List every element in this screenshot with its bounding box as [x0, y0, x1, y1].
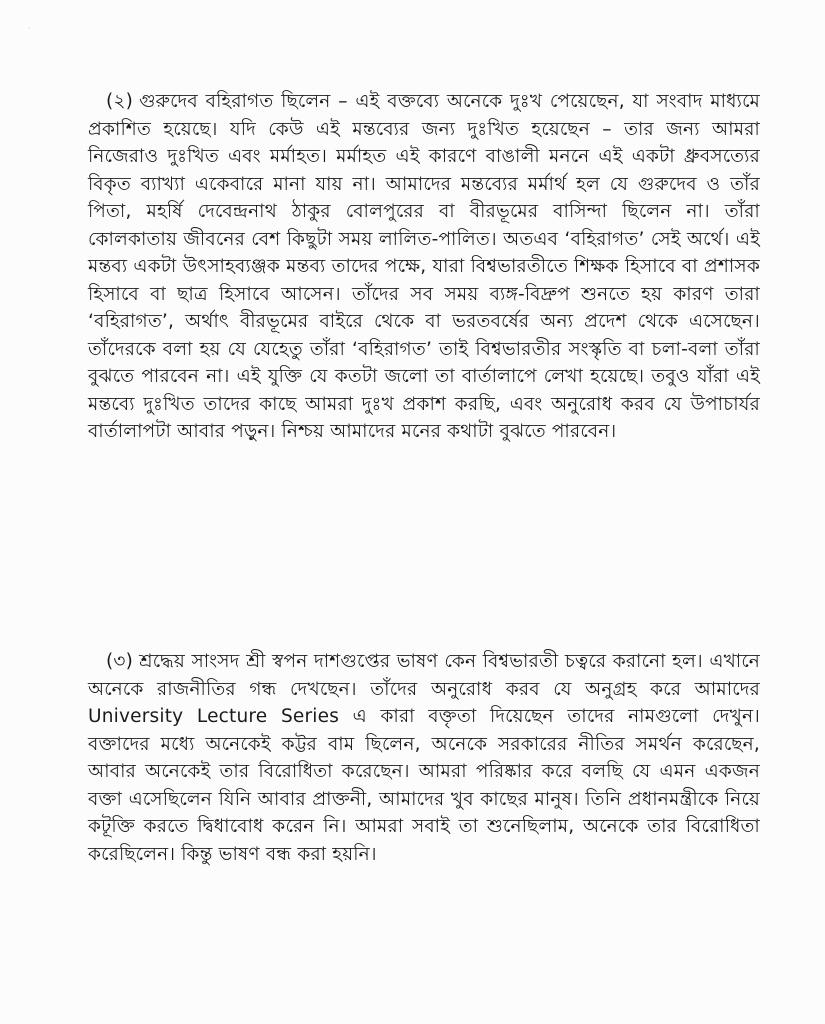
paragraph-text: গুরুদেব বহিরাগত ছিলেন – এই বক্তব্যে অনেকে দুঃখ পেয়েছেন, যা সংবাদ মাধ্যমে প্রকাশিত হয়েছে। যদি কেউ এই মন্তব্যের জন্য দুঃখিত হয়েছেন – তার জন্য আমরা নিজেরাও দুঃখিত এবং মর্মাহত। মর্মাহত এই কারণে বাঙালী মননে এই একটা ধ্রুবসত্যের বিকৃত ব্যাখ্যা একেবারে মানা যায় না। আমাদের মন্তব্যের মর্মার্থ হল যে গুরুদেব ও তাঁর পিতা, মহর্ষি দেবেন্দ্রনাথ ঠাকুর বোলপুরের বা বীরভূমের বাসিন্দা ছিলেন না। তাঁরা কোলকাতায় জীবনের বেশ কিছুটা সময় লালিত-পালিত। অতএব ‘বহিরাগত’ সেই অর্থে। এই মন্তব্য একটা উৎসাহব্যঞ্জক মন্তব্য তাদের পক্ষে, যারা বিশ্বভারতীতে শিক্ষক হিসাবে বা প্রশাসক হিসাবে বা ছাত্র হিসাবে আসেন। তাঁদের সব সময় ব্যঙ্গ-বিদ্রুপ শুনতে হয় কারণ তারা ‘বহিরাগত’, অর্থাৎ বীরভূমের বাইরে থেকে বা ভরতবর্ষের অন্য প্রদেশ থেকে এসেছেন। তাঁদেরকে বলা হয় যে যেহেতু তাঁরা ‘বহিরাগত’ তাই বিশ্বভারতীর সংস্কৃতি বা চলা-বলা তাঁরা বুঝতে পারবেন না। এই যুক্তি যে কতটা জলো তা বার্তালাপে লেখা হয়েছে। তবুও যাঁরা এই মন্তব্যে দুঃখিত তাদের কাছে আমরা দুঃখ প্রকাশ করছি, এবং অনুরোধ করব যে উপাচার্যর বার্তালাপটা আবার পড়ুন। নিশ্চয় আমাদের মনের কথাটা বুঝতে পারবেন।	[88, 91, 760, 442]
paragraph-3	[88, 648, 760, 868]
scan-artifact-icon: ·	[28, 24, 31, 33]
paragraph-number: (২)	[106, 91, 134, 112]
paragraph-2	[88, 88, 760, 446]
paragraph-text: শ্রদ্ধেয় সাংসদ শ্রী স্বপন দাশগুপ্তের ভাষণ কেন বিশ্বভারতী চত্বরে করানো হল। এখানে অনেকে রাজনীতির গন্ধ দেখছেন। তাঁদের অনুরোধ করব যে অনুগ্রহ করে আমাদের University Lecture Series এ কারা বক্তৃতা দিয়েছেন তাদের নামগুলো দেখুন। বক্তাদের মধ্যে অনেকেই কট্টর বাম ছিলেন, অনেকে সরকারের নীতির সমর্থন করেছেন, আবার অনেকেই তার বিরোধিতা করেছেন। আমরা পরিষ্কার করে বলছি যে এমন একজন বক্তা এসেছিলেন যিনি আবার প্রাক্তনী, আমাদের খুব কাছের মানুষ। তিনি প্রধানমন্ত্রীকে নিয়ে কটূক্তি করতে দ্বিধাবোধ করেন নি। আমরা সবাই তা শুনেছিলাম, অনেকে তার বিরোধিতা করেছিলেন। কিন্তু ভাষণ বন্ধ করা হয়নি।	[88, 651, 760, 865]
paragraph-number: (৩)	[106, 651, 134, 672]
